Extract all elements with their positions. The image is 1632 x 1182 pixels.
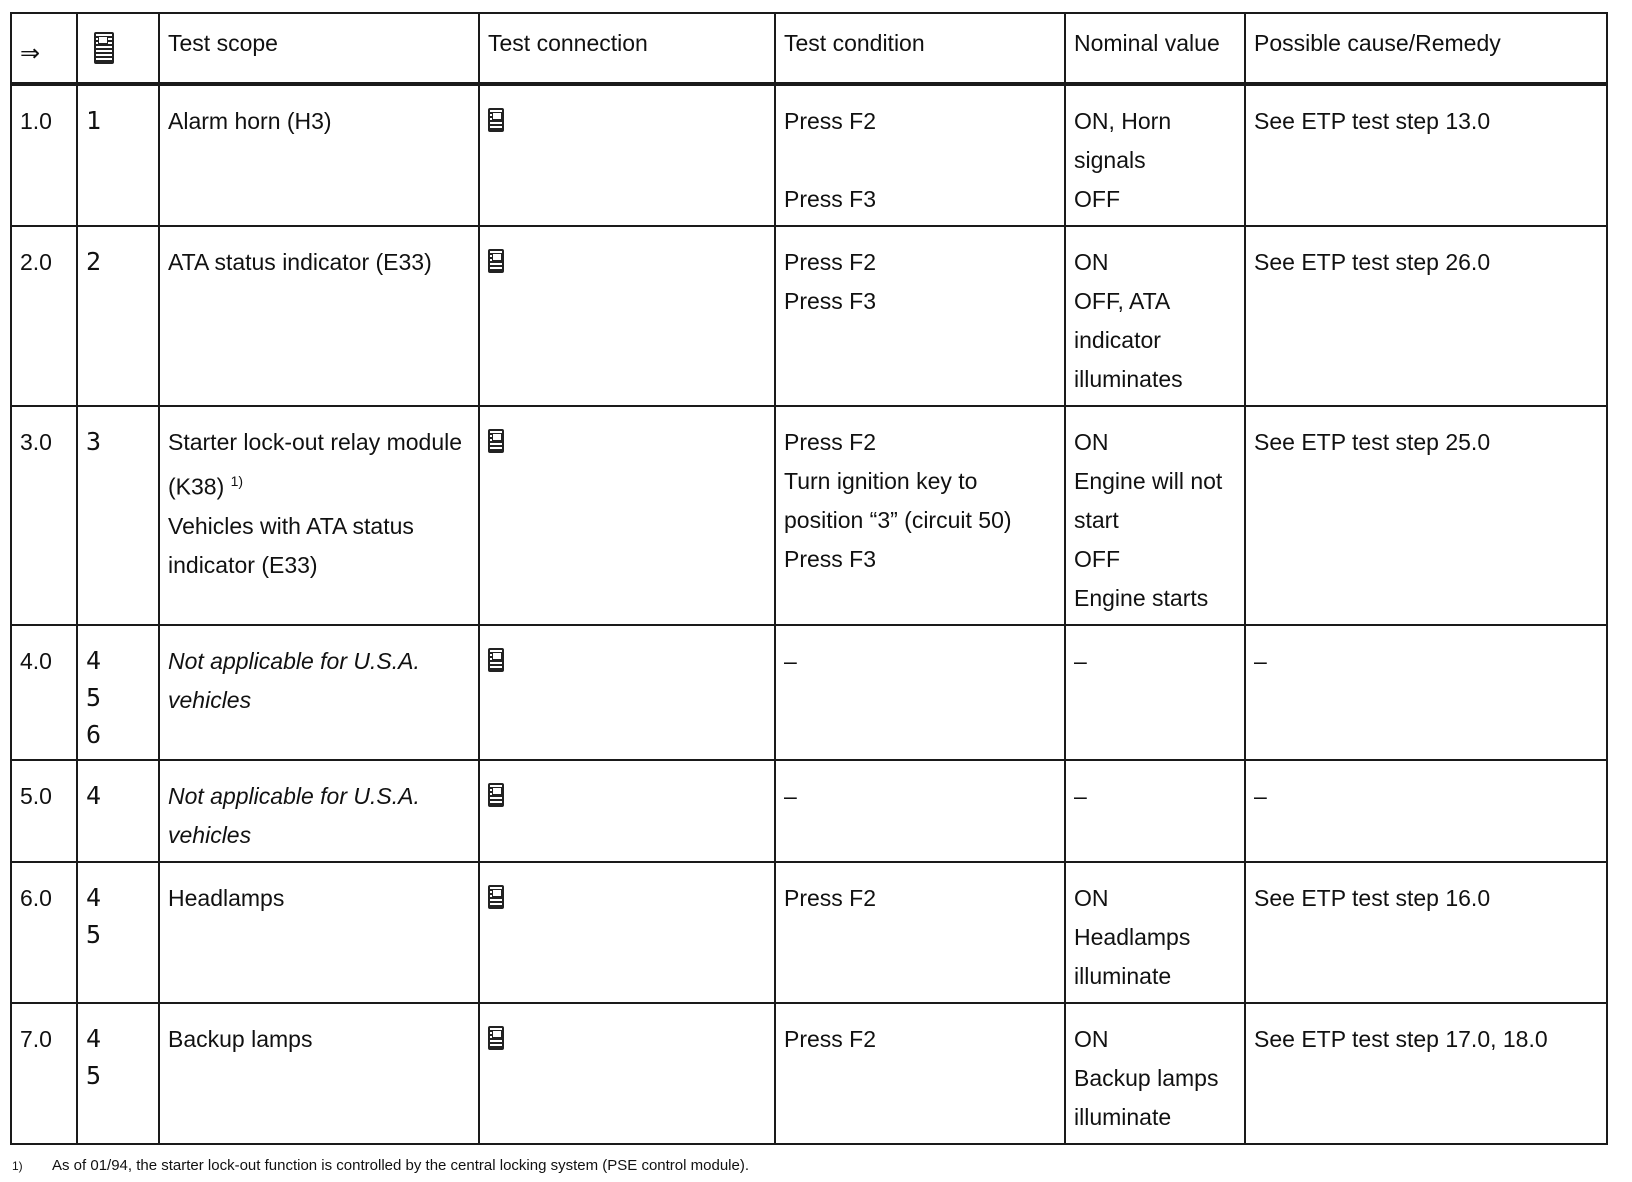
display-code-cell — [77, 625, 159, 760]
tester-device-icon — [488, 249, 504, 273]
display-code: 5 — [86, 683, 102, 712]
nominal-value-line: – — [1074, 648, 1087, 674]
test-scope-text: Starter lock-out relay module — [168, 429, 463, 455]
table-row — [11, 84, 1607, 226]
nominal-value-line: illuminate — [1074, 1104, 1172, 1130]
test-scope-line — [168, 423, 470, 462]
test-connection-cell — [479, 406, 775, 625]
test-scope-text: vehicles — [168, 687, 252, 713]
test-scope-cell — [159, 760, 479, 862]
test-scope-line — [168, 879, 470, 918]
test-condition-cell — [775, 1003, 1065, 1144]
test-connection-cell — [479, 625, 775, 760]
test-condition-line: position “3” (circuit 50) — [784, 507, 1012, 533]
test-connection-cell — [479, 84, 775, 226]
step-number: 4.0 — [11, 625, 77, 760]
display-code: 4 — [86, 781, 102, 810]
possible-cause-remedy: See ETP test step 17.0, 18.0 — [1245, 1003, 1607, 1144]
footnote — [12, 1156, 749, 1176]
table-row — [11, 760, 1607, 862]
test-scope-cell — [159, 862, 479, 1003]
nominal-value-cell — [1065, 862, 1245, 1003]
possible-cause-remedy: See ETP test step 13.0 — [1245, 84, 1607, 226]
nominal-value-cell — [1065, 760, 1245, 862]
display-code: 1 — [86, 106, 102, 135]
header-step-cell — [11, 13, 77, 84]
test-scope-line — [168, 462, 470, 507]
header-display-cell — [77, 13, 159, 84]
step-number: 6.0 — [11, 862, 77, 1003]
test-table — [10, 12, 1608, 1145]
table-body — [11, 84, 1607, 1144]
nominal-value-line: Backup lamps — [1074, 1065, 1219, 1091]
nominal-value-cell — [1065, 406, 1245, 625]
display-code: 4 — [86, 646, 102, 675]
test-condition-cell — [775, 226, 1065, 406]
test-connection-cell — [479, 760, 775, 862]
nominal-value-line: illuminate — [1074, 963, 1172, 989]
header-possible-cause: Possible cause/Remedy — [1245, 13, 1607, 84]
test-scope-line — [168, 1020, 470, 1059]
test-scope-line — [168, 546, 470, 585]
nominal-value-line: indicator — [1074, 327, 1161, 353]
tester-device-icon — [488, 1026, 504, 1050]
display-code: 4 — [86, 883, 102, 912]
display-code: 4 — [86, 1024, 102, 1053]
test-scope-cell — [159, 1003, 479, 1144]
nominal-value-line: illuminates — [1074, 366, 1183, 392]
nominal-value-cell — [1065, 84, 1245, 226]
test-condition-line: Press F3 — [784, 186, 877, 212]
tester-device-icon — [488, 783, 504, 807]
test-condition-line: Press F3 — [784, 288, 877, 314]
test-scope-line — [168, 642, 470, 681]
test-connection-cell — [479, 226, 775, 406]
step-number: 5.0 — [11, 760, 77, 862]
test-connection-cell — [479, 862, 775, 1003]
tester-device-icon — [488, 885, 504, 909]
test-scope-text: Not applicable for U.S.A. — [168, 783, 420, 809]
test-scope-cell — [159, 625, 479, 760]
test-condition-line: Press F2 — [784, 249, 877, 275]
tester-device-icon — [488, 429, 504, 453]
test-condition-line: Press F3 — [784, 546, 877, 572]
test-condition-line: Press F2 — [784, 429, 877, 455]
nominal-value-line: OFF, ATA — [1074, 288, 1171, 314]
test-condition-cell — [775, 862, 1065, 1003]
test-condition-cell — [775, 625, 1065, 760]
display-code: 6 — [86, 720, 102, 749]
table-header — [11, 13, 1607, 84]
test-scope-text: Not applicable for U.S.A. — [168, 648, 420, 674]
footnote-text: As of 01/94, the starter lock-out function is controlled by the central locking system (PSE control module). — [52, 1157, 749, 1174]
test-scope-text: Backup lamps — [168, 1026, 313, 1052]
test-condition-line: – — [784, 648, 797, 674]
test-condition-line: – — [784, 783, 797, 809]
display-code-cell — [77, 226, 159, 406]
test-scope-cell — [159, 406, 479, 625]
test-condition-line: Press F2 — [784, 1026, 877, 1052]
table-row — [11, 625, 1607, 760]
test-connection-cell — [479, 1003, 775, 1144]
nominal-value-cell — [1065, 625, 1245, 760]
nominal-value-line: OFF — [1074, 186, 1120, 212]
nominal-value-line: ON — [1074, 885, 1109, 911]
test-condition-line — [784, 141, 1056, 180]
nominal-value-line: ON — [1074, 429, 1109, 455]
test-condition-cell — [775, 406, 1065, 625]
test-scope-text: indicator (E33) — [168, 551, 318, 578]
nominal-value-line: start — [1074, 507, 1119, 533]
test-scope-cell — [159, 226, 479, 406]
test-scope-line — [168, 777, 470, 816]
test-scope-text: Vehicles with ATA status — [168, 512, 414, 539]
test-condition-cell — [775, 84, 1065, 226]
nominal-value-line: signals — [1074, 147, 1146, 173]
tester-device-icon — [94, 32, 114, 64]
header-test-connection: Test connection — [479, 13, 775, 84]
nominal-value-cell — [1065, 226, 1245, 406]
test-scope-line — [168, 243, 470, 282]
nominal-value-line: Engine starts — [1074, 585, 1209, 611]
test-condition-cell — [775, 760, 1065, 862]
test-scope-text: ATA status indicator (E33) — [168, 249, 432, 275]
step-number: 2.0 — [11, 226, 77, 406]
display-code: 5 — [86, 920, 102, 949]
display-code: 5 — [86, 1061, 102, 1090]
possible-cause-remedy: See ETP test step 25.0 — [1245, 406, 1607, 625]
step-number: 1.0 — [11, 84, 77, 226]
header-test-scope: Test scope — [159, 13, 479, 84]
display-code-cell — [77, 1003, 159, 1144]
test-condition-line: Press F2 — [784, 885, 877, 911]
test-condition-line: Turn ignition key to — [784, 468, 978, 494]
nominal-value-cell — [1065, 1003, 1245, 1144]
display-code: 3 — [86, 427, 102, 456]
nominal-value-line: Headlamps — [1074, 924, 1191, 950]
possible-cause-remedy: See ETP test step 16.0 — [1245, 862, 1607, 1003]
tester-device-icon — [488, 108, 504, 132]
test-scope-line — [168, 681, 470, 720]
test-scope-text: vehicles — [168, 822, 252, 848]
possible-cause-remedy: – — [1245, 625, 1607, 760]
table-row — [11, 226, 1607, 406]
header-row — [11, 13, 1607, 84]
table-row — [11, 406, 1607, 625]
test-scope-line — [168, 507, 470, 546]
test-scope-cell — [159, 84, 479, 226]
nominal-value-line: ON — [1074, 249, 1109, 275]
header-nominal-value: Nominal value — [1065, 13, 1245, 84]
nominal-value-line: ON — [1074, 1026, 1109, 1052]
table-row — [11, 1003, 1607, 1144]
possible-cause-remedy: – — [1245, 760, 1607, 862]
test-scope-text: Headlamps — [168, 885, 285, 911]
test-scope-line — [168, 102, 470, 141]
display-code: 2 — [86, 247, 102, 276]
test-condition-line: Press F2 — [784, 108, 877, 134]
table-row — [11, 862, 1607, 1003]
possible-cause-remedy: See ETP test step 26.0 — [1245, 226, 1607, 406]
step-number: 3.0 — [11, 406, 77, 625]
nominal-value-line: – — [1074, 783, 1087, 809]
test-scope-text: (K38) — [168, 473, 225, 500]
nominal-value-line: OFF — [1074, 546, 1120, 572]
test-scope-text: Alarm horn (H3) — [168, 108, 332, 134]
nominal-value-line: ON, Horn — [1074, 108, 1172, 134]
display-code-cell — [77, 406, 159, 625]
display-code-cell — [77, 760, 159, 862]
tester-device-icon — [488, 648, 504, 672]
test-scope-line — [168, 816, 470, 855]
footnote-reference: 1) — [230, 473, 244, 489]
nominal-value-line: Engine will not — [1074, 468, 1223, 494]
arrow-icon: ⇒ — [20, 40, 41, 67]
header-test-condition: Test condition — [775, 13, 1065, 84]
footnote-mark: 1) — [12, 1159, 23, 1173]
display-code-cell — [77, 862, 159, 1003]
step-number: 7.0 — [11, 1003, 77, 1144]
display-code-cell — [77, 84, 159, 226]
